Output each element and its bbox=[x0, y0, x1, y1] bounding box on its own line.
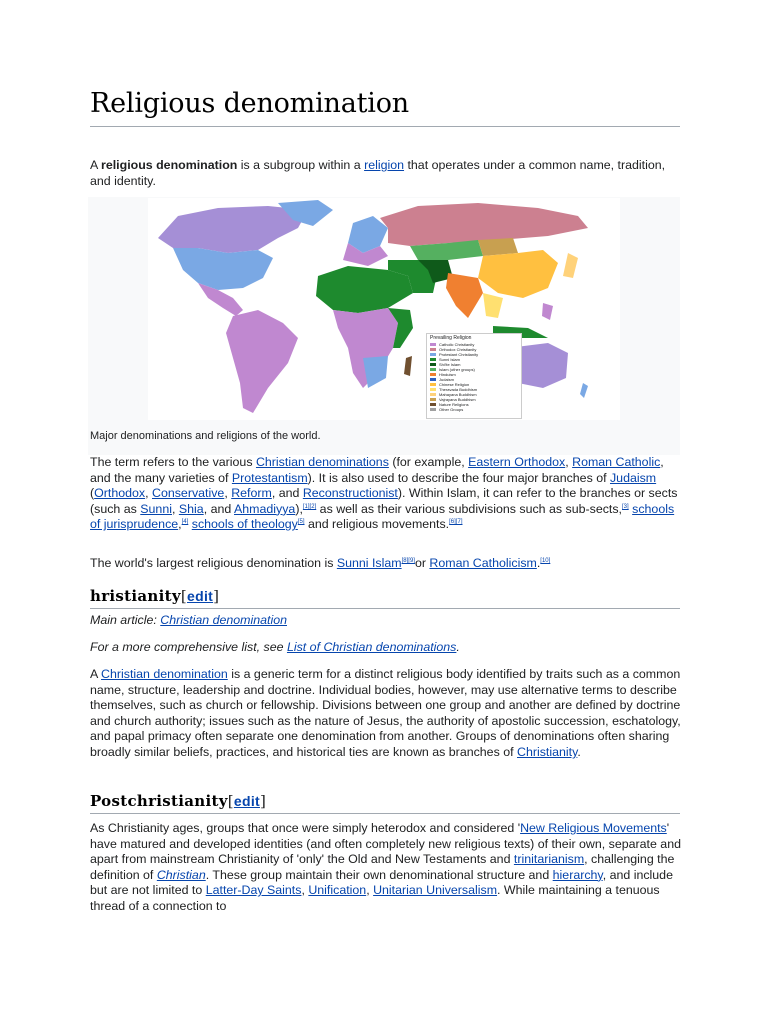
text: that operates under a common name, tradition, and identity. bbox=[90, 158, 666, 188]
text: . bbox=[456, 640, 460, 654]
text: ). Within Islam, it can refer to the branches or sects (such as bbox=[90, 486, 678, 516]
section-title: hristianity bbox=[90, 587, 181, 605]
link-trinitarianism[interactable]: trinitarianism bbox=[513, 852, 585, 867]
citation-5[interactable]: [5] bbox=[297, 519, 305, 526]
section-divider bbox=[90, 813, 680, 814]
page-title: Religious denomination bbox=[90, 88, 409, 119]
link-ahmadiyya[interactable]: Ahmadiyya bbox=[234, 501, 296, 516]
legend-label: Other Groups bbox=[439, 407, 464, 412]
legend-label: Catholic Christianity bbox=[439, 342, 475, 347]
legend-swatch bbox=[430, 393, 436, 397]
text: The term refers to the various bbox=[90, 455, 256, 469]
link-religion[interactable]: religion bbox=[364, 158, 405, 172]
text: (for example, bbox=[388, 455, 469, 469]
edit-bracket-close: ] bbox=[259, 792, 267, 810]
edit-bracket-open: [ bbox=[227, 792, 234, 810]
text: As Christianity ages, groups that once were simply heterodox and considered ' bbox=[90, 821, 521, 835]
text: ' have matured and developed identities (and often completely new religious texts) of their own, separate and apart from mainstream Christianity of 'only' the Old and New Testaments and bbox=[90, 821, 681, 867]
legend-label: Sunni Islam bbox=[439, 357, 460, 362]
legend-swatch bbox=[430, 348, 436, 352]
legend-label: Orthodox Christianity bbox=[439, 347, 477, 352]
text: is a subgroup within a bbox=[237, 158, 365, 172]
legend-item bbox=[430, 407, 518, 412]
link-shia[interactable]: Shia bbox=[178, 501, 204, 516]
link-roman-catholic[interactable]: Roman Catholic bbox=[572, 455, 661, 469]
legend-swatch bbox=[430, 373, 436, 377]
link-conservative[interactable]: Conservative bbox=[152, 486, 225, 501]
link-christian-denominations[interactable]: Christian denominations bbox=[255, 455, 389, 469]
legend-swatch bbox=[430, 408, 436, 412]
link-roman-catholicism[interactable]: Roman Catholicism bbox=[429, 556, 537, 570]
link-schools-of-theology[interactable]: schools of theology bbox=[191, 517, 298, 532]
text: , bbox=[366, 883, 374, 898]
section-title: Postchristianity bbox=[90, 792, 228, 810]
title-divider bbox=[90, 126, 680, 127]
legend-swatch bbox=[430, 343, 436, 347]
map-figure bbox=[88, 197, 680, 455]
world-religions-map[interactable] bbox=[148, 198, 620, 420]
link-hierarchy[interactable]: hierarchy bbox=[552, 867, 603, 882]
edit-bracket-close: ] bbox=[213, 587, 220, 605]
text: , bbox=[565, 455, 573, 469]
legend-swatch bbox=[430, 378, 436, 382]
text: is a generic term for a distinct religious body identified by traits such as a common name, structure, leadership and doctrine. Individual bodies, however, may use alternative terms to describe themselves, such as church or fellowship. Divisions between one group and another are defined by doctrine and church authority; issues such as the nature of Jesus, the authority of apostolic succession, eschatology, and papal primacy often separate one denomination from another. Groups of denominations often sharing broadly similar beliefs, practices, and historical ties are known as branches of bbox=[90, 667, 681, 759]
citation-1-2[interactable]: [1][2] bbox=[302, 503, 317, 510]
text: , and bbox=[203, 501, 235, 516]
link-orthodox[interactable]: Orthodox bbox=[94, 486, 146, 501]
link-christian-denomination[interactable]: Christian denomination bbox=[101, 667, 228, 681]
link-eastern-orthodox[interactable]: Eastern Orthodox bbox=[468, 455, 566, 469]
legend-label: Vajrayana Buddhism bbox=[439, 397, 476, 402]
section-divider bbox=[90, 608, 680, 609]
section-heading-christianity bbox=[90, 587, 219, 605]
text: as well as their various subdivisions such as sub-sects, bbox=[316, 501, 623, 516]
text: For a more comprehensive list, see bbox=[90, 640, 287, 654]
region-mongolia bbox=[478, 238, 518, 256]
map-legend bbox=[426, 333, 522, 419]
legend-swatch bbox=[430, 368, 436, 372]
text: . bbox=[577, 744, 581, 759]
legend-swatch bbox=[430, 388, 436, 392]
text: or bbox=[414, 556, 430, 570]
legend-label: Judaism bbox=[439, 377, 454, 382]
citation-10[interactable]: [10] bbox=[540, 557, 551, 564]
legend-swatch bbox=[430, 363, 436, 367]
link-latter-day-saints[interactable]: Latter-Day Saints bbox=[205, 883, 302, 898]
legend-swatch bbox=[430, 353, 436, 357]
legend-label: Hinduism bbox=[439, 372, 456, 377]
paragraph-definition bbox=[90, 455, 682, 533]
legend-label: Islam (other groups) bbox=[439, 367, 475, 372]
legend-label: Protestant Christianity bbox=[439, 352, 479, 357]
legend-swatch bbox=[430, 383, 436, 387]
text: . While maintaining a tenuous thread of a connection to bbox=[90, 883, 660, 913]
hatnote-main-article bbox=[90, 613, 682, 629]
text: , bbox=[178, 517, 182, 532]
text: , bbox=[145, 486, 152, 501]
edit-link-postchristianity[interactable]: edit bbox=[233, 793, 260, 809]
legend-label: Shi'ite Islam bbox=[439, 362, 461, 367]
text: , and include but are not limited to bbox=[90, 867, 673, 898]
paragraph-christian-denomination bbox=[90, 667, 682, 761]
legend-swatch bbox=[430, 398, 436, 402]
link-list-of-christian-denominations[interactable]: List of Christian denominations bbox=[286, 640, 457, 654]
text: . These group maintain their own denominational structure and bbox=[205, 867, 553, 882]
link-sunni[interactable]: Sunni bbox=[140, 501, 172, 516]
text: . bbox=[536, 556, 541, 570]
text: , bbox=[224, 486, 232, 501]
legend-items bbox=[430, 342, 518, 412]
legend-title: Prevailing Religion bbox=[430, 335, 472, 341]
hatnote-see-list bbox=[90, 640, 682, 656]
legend-label: Chinese Religion bbox=[439, 382, 470, 387]
link-unitarian-universalism[interactable]: Unitarian Universalism bbox=[373, 883, 498, 898]
text: Main article: bbox=[90, 613, 161, 627]
text: , bbox=[301, 883, 309, 898]
link-christianity[interactable]: Christianity bbox=[517, 744, 578, 759]
link-christian-denomination-main[interactable]: Christian denomination bbox=[160, 613, 287, 627]
paragraph-postchristianity bbox=[90, 821, 682, 915]
link-unification[interactable]: Unification bbox=[308, 883, 367, 898]
text: , and the many varieties of bbox=[90, 455, 664, 485]
legend-label: Nature Religions bbox=[439, 402, 469, 407]
legend-label: Mahayana Buddhism bbox=[439, 392, 477, 397]
link-new-religious-movements[interactable]: New Religious Movements bbox=[520, 821, 667, 835]
link-judaism[interactable]: Judaism bbox=[609, 470, 657, 485]
link-protestantism[interactable]: Protestantism bbox=[231, 470, 308, 485]
text: The world's largest religious denomination is bbox=[90, 556, 337, 570]
link-reconstructionist[interactable]: Reconstructionist bbox=[302, 486, 398, 501]
bold-term: religious denomination bbox=[101, 158, 238, 172]
text: ), bbox=[295, 501, 303, 516]
legend-label: Theravada Buddhism bbox=[439, 387, 478, 392]
link-sunni-islam[interactable]: Sunni Islam bbox=[336, 556, 402, 570]
intro-paragraph bbox=[90, 158, 682, 189]
citation-3[interactable]: [3] bbox=[622, 503, 629, 510]
figure-caption: Major denominations and religions of the world. bbox=[90, 430, 321, 442]
text: ( bbox=[90, 486, 95, 501]
edit-bracket-open: [ bbox=[180, 587, 188, 605]
section-heading-postchristianity bbox=[90, 792, 266, 810]
citation-4[interactable]: [4] bbox=[181, 519, 189, 526]
text: ). It is also used to describe the four major branches of bbox=[307, 470, 610, 485]
link-reform[interactable]: Reform bbox=[231, 486, 272, 501]
text: , challenging the definition of bbox=[90, 852, 675, 882]
text: , bbox=[171, 501, 179, 516]
citation-8-9[interactable]: [8][9] bbox=[401, 557, 415, 564]
paragraph-largest bbox=[90, 556, 682, 572]
link-schools-of-jurisprudence[interactable]: schools of jurisprudence bbox=[90, 501, 675, 532]
legend-swatch bbox=[430, 358, 436, 362]
edit-link-christianity[interactable]: edit bbox=[187, 588, 214, 604]
text: A bbox=[90, 667, 102, 681]
text: A bbox=[90, 158, 102, 172]
legend-swatch bbox=[430, 403, 436, 407]
text: and religious movements. bbox=[304, 517, 450, 532]
citation-6-7[interactable]: [6][7] bbox=[449, 519, 463, 526]
text: , and bbox=[271, 486, 303, 501]
link-christian[interactable]: Christian bbox=[156, 867, 206, 882]
